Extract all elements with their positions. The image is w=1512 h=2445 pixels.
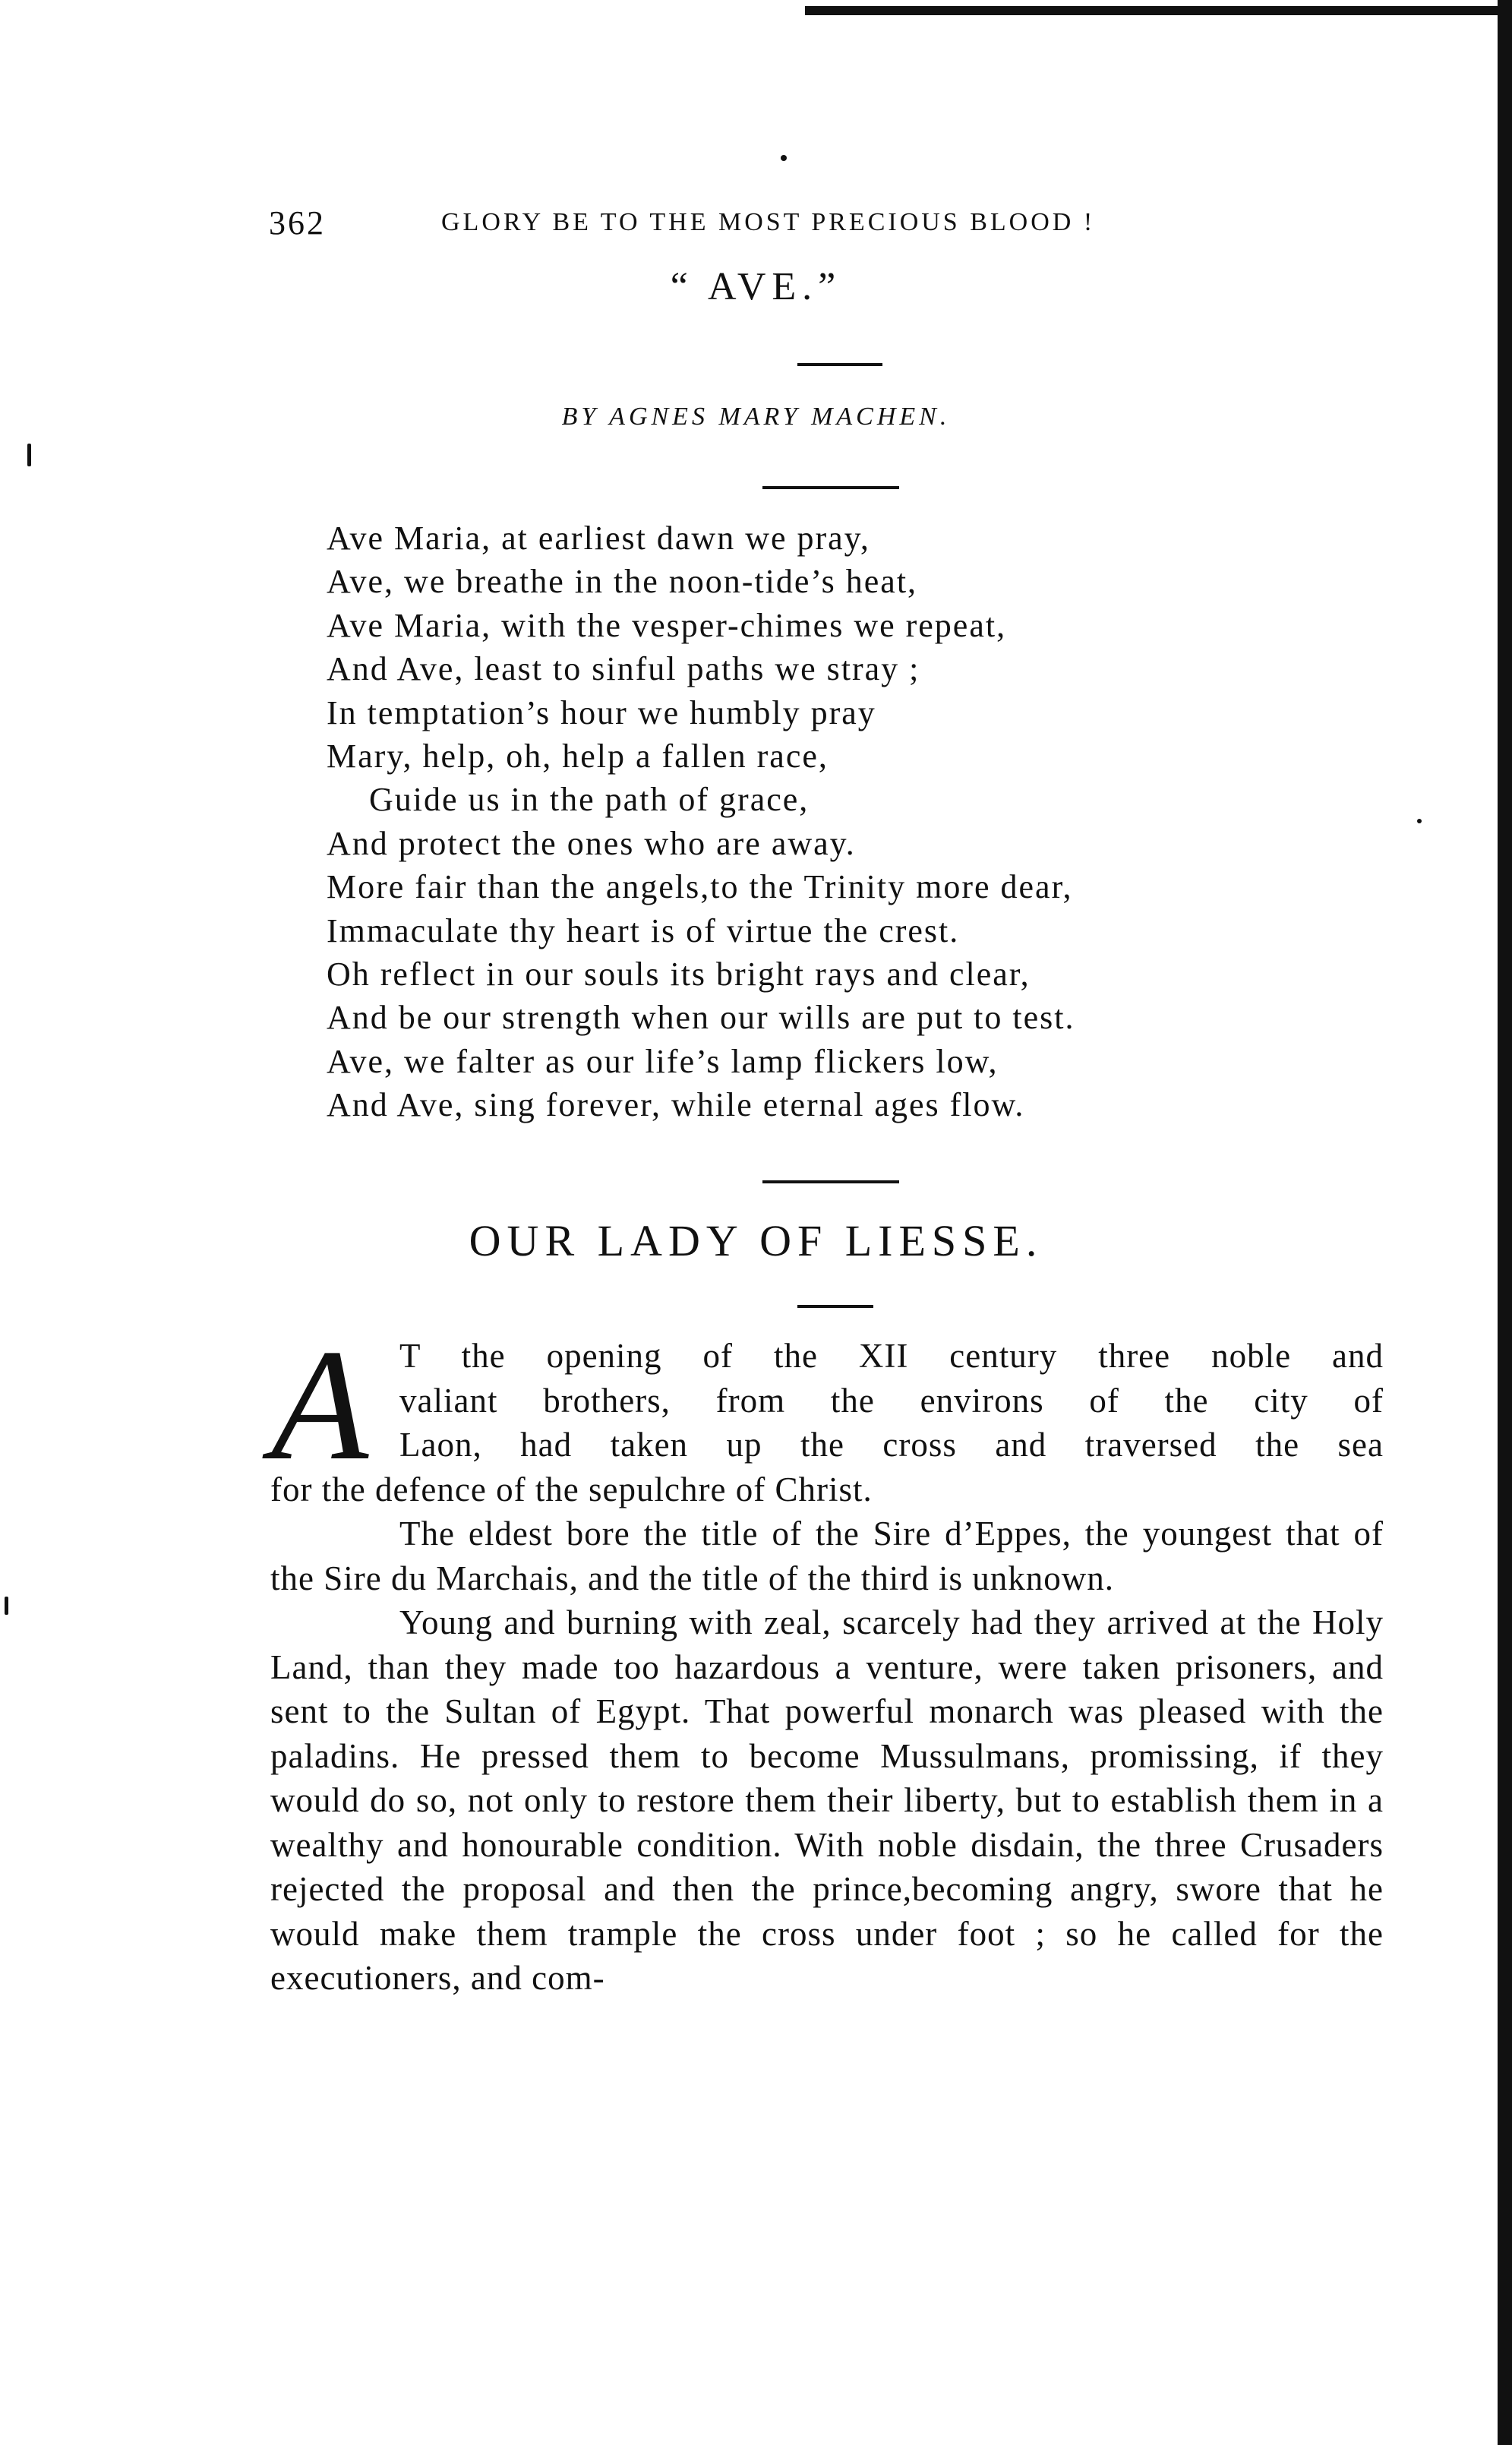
poem-line: Ave, we falter as our life’s lamp flickers low, [327, 1042, 999, 1080]
poem-line: Ave Maria, at earliest dawn we pray, [327, 520, 870, 557]
poem-line: Ave Maria, with the vesper-chimes we repeat, [327, 606, 1007, 644]
paragraph-line: valiant brothers, from the environs of the city of [399, 1381, 1384, 1420]
scan-edge-top [805, 6, 1512, 15]
paragraph-line: Laon, had taken up the cross and traversed the sea [399, 1426, 1384, 1464]
poem-line: More fair than the angels,to the Trinity more dear, [327, 868, 1073, 906]
poem-line: And protect the ones who are away. [327, 824, 856, 862]
paragraph: Young and burning with zeal, scarcely had they arrived at the Holy Land, than they made too hazardous a venture, were taken prisoners, and sent to the Sultan of Egypt. That powerful monarch was pleased with the paladins. He pressed them to become Mussulmans, promissing, if they would do so, not only to restore them their liberty, but to establish them in a wealthy and honourable condition. With noble disdain, the three Crusaders rejected the proposal and then the prince,becoming angry, swore that he would make them trample the cross under foot ; so he called for the executioners, and com- [270, 1603, 1384, 1997]
running-header [269, 204, 1233, 249]
article-body [270, 1512, 1384, 2001]
poem-line: And Ave, least to sinful paths we stray ; [327, 650, 920, 688]
scan-speck [1417, 819, 1422, 823]
poem-line: Ave, we breathe in the noon-tide’s heat, [327, 563, 918, 601]
poem-line: Immaculate thy heart is of virtue the crest. [327, 911, 960, 949]
scan-speck [781, 155, 787, 161]
poem-line: Guide us in the path of grace, [369, 781, 810, 819]
article-title: OUR LADY OF LIESSE. [469, 1216, 1043, 1265]
page-number: 362 [269, 204, 326, 242]
poem-body [327, 516, 1337, 1126]
divider-rule [797, 1305, 873, 1308]
drop-cap: A [270, 1317, 369, 1493]
poem-byline: BY AGNES MARY MACHEN. [561, 403, 951, 431]
paragraph-line: for the defence of the sepulchre of Christ. [270, 1470, 873, 1508]
paragraph [270, 1317, 1384, 1512]
divider-rule [797, 363, 882, 366]
paragraph: The eldest bore the title of the Sire d’Eppes, the youngest that of the Sire du Marchais, and the title of the third is unknown. [270, 1515, 1384, 1597]
poem-title: “ AVE.” [670, 265, 842, 308]
poem-line: Mary, help, oh, help a fallen race, [327, 737, 829, 775]
scan-speck [27, 444, 31, 466]
paragraph-line: T the opening of the XII century three noble and [399, 1337, 1384, 1375]
poem-line: Oh reflect in our souls its bright rays and clear, [327, 955, 1031, 993]
poem-line: In temptation’s hour we humbly pray [327, 693, 876, 731]
running-title: GLORY BE TO THE MOST PRECIOUS BLOOD ! [441, 208, 1096, 236]
scan-speck [5, 1597, 8, 1615]
poem-line: And Ave, sing forever, while eternal ages flow. [327, 1086, 1025, 1124]
divider-rule [762, 486, 899, 489]
poem-line: And be our strength when our wills are put to test. [327, 999, 1075, 1037]
divider-rule [762, 1180, 899, 1183]
